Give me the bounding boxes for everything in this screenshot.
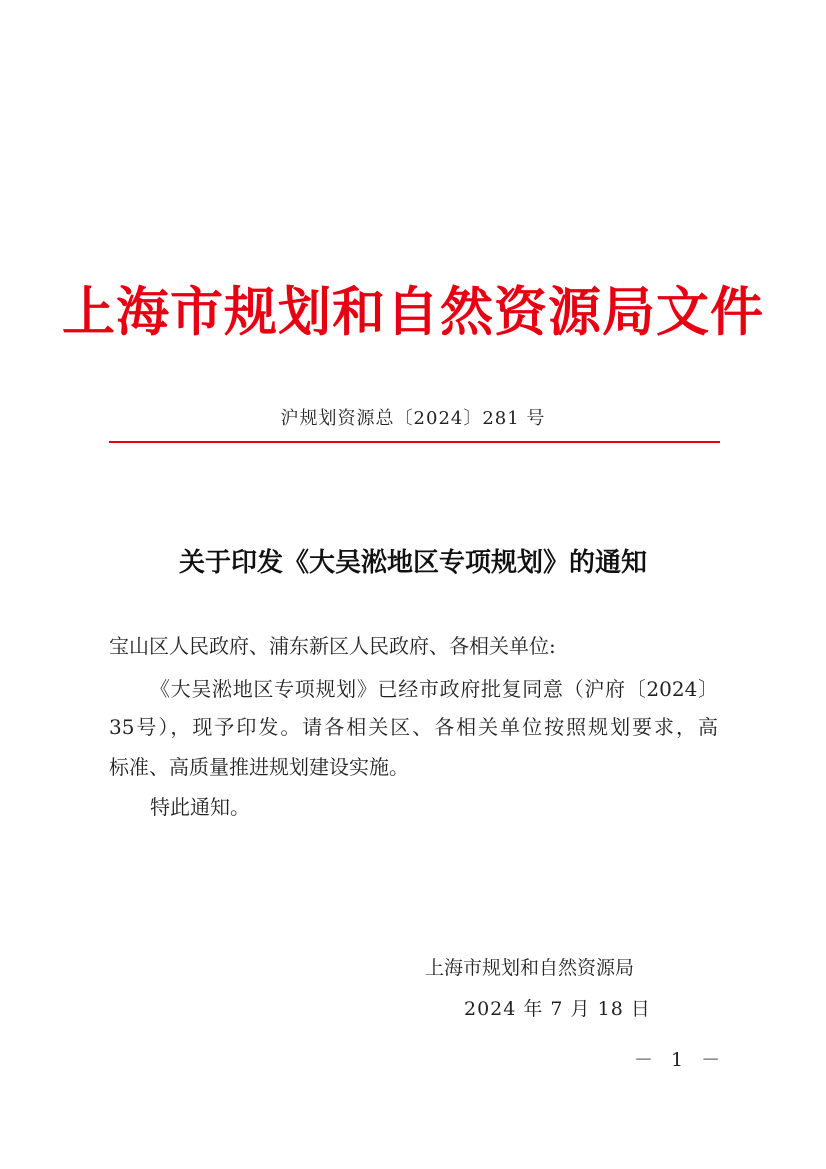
body-paragraph-line: 《大吴淞地区专项规划》已经市政府批复同意（沪府〔2024〕	[150, 677, 718, 701]
issuer-signature: 上海市规划和自然资源局	[425, 957, 635, 979]
header-title: 上海市规划和自然资源局文件	[62, 281, 764, 343]
document-number: 沪规划资源总〔2024〕281 号	[280, 408, 546, 429]
closing-text: 特此通知。	[150, 795, 250, 819]
body-paragraph-line: 标准、高质量推进规划建设实施。	[109, 755, 409, 779]
issue-date: 2024 年 7 月 18 日	[464, 998, 651, 1020]
body-paragraph-line: 35号），现予印发。请各相关区、各相关单位按照规划要求，高	[109, 715, 718, 739]
red-divider-line	[109, 441, 720, 443]
salutation: 宝山区人民政府、浦东新区人民政府、各相关单位:	[109, 634, 556, 658]
notice-title: 关于印发《大吴淞地区专项规划》的通知	[178, 548, 647, 578]
page-number: － 1 －	[634, 1049, 727, 1071]
